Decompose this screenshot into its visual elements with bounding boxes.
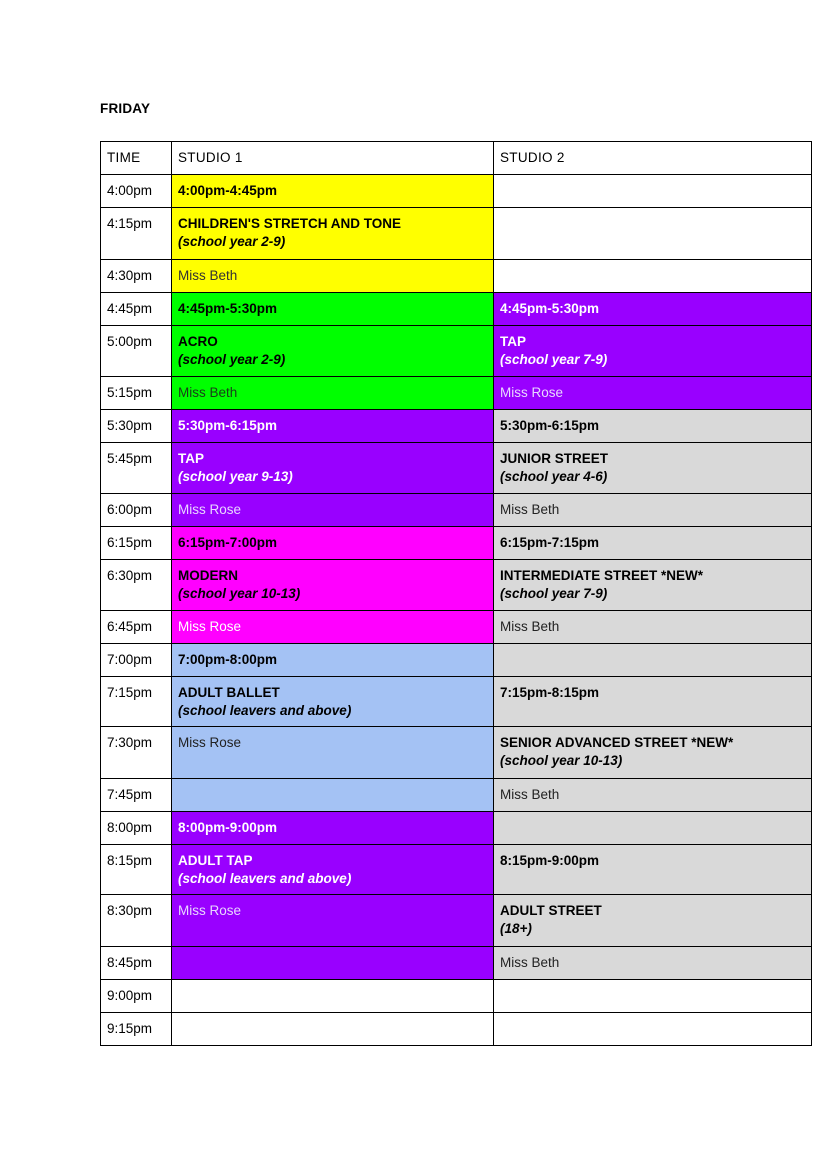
class-years: (school year 2-9) (178, 351, 286, 367)
class-teacher-cell (494, 494, 812, 527)
class-teacher-cell (494, 947, 812, 980)
class-teacher-cell (494, 779, 812, 812)
table-row (101, 377, 812, 410)
class-years: (school year 10-13) (500, 752, 623, 768)
header-time: TIME (101, 142, 172, 175)
class-years: (school leavers and above) (178, 870, 352, 886)
time-cell: 5:00pm (101, 326, 172, 377)
time-cell: 7:00pm (101, 644, 172, 677)
table-row (101, 947, 812, 980)
table-row (101, 208, 812, 260)
empty-cell (494, 644, 812, 677)
table-row (101, 779, 812, 812)
table-row (101, 443, 812, 494)
class-teacher-cell (172, 494, 494, 527)
table-row (101, 812, 812, 845)
class-time-range: 7:15pm-8:15pm (494, 677, 812, 727)
class-name: MODERN (178, 568, 238, 583)
class-teacher: Miss Rose (178, 619, 242, 634)
table-row (101, 560, 812, 611)
class-time-range: 4:00pm-4:45pm (172, 175, 494, 208)
empty-cell (494, 260, 812, 293)
time-cell: 6:15pm (101, 527, 172, 560)
header-studio-1: STUDIO 1 (172, 142, 494, 175)
class-time-range: 5:30pm-6:15pm (172, 410, 494, 443)
class-info (494, 326, 812, 377)
table-row (101, 494, 812, 527)
class-time-range: 4:45pm-5:30pm (494, 293, 812, 326)
class-info (494, 443, 812, 494)
time-cell: 5:45pm (101, 443, 172, 494)
class-info (172, 208, 494, 260)
class-time-range: 7:00pm-8:00pm (172, 644, 494, 677)
class-years: (school year 10-13) (178, 585, 301, 601)
time-cell: 4:30pm (101, 260, 172, 293)
time-cell: 4:45pm (101, 293, 172, 326)
empty-cell (494, 812, 812, 845)
table-row (101, 326, 812, 377)
class-time-range: 8:00pm-9:00pm (172, 812, 494, 845)
class-name: ADULT STREET (500, 903, 602, 918)
class-teacher-cell (172, 377, 494, 410)
table-row (101, 175, 812, 208)
class-years: (school year 7-9) (500, 351, 608, 367)
class-teacher: Miss Beth (178, 268, 238, 283)
class-teacher: Miss Beth (178, 385, 238, 400)
class-time-range: 6:15pm-7:15pm (494, 527, 812, 560)
time-cell: 7:30pm (101, 727, 172, 779)
class-time-range: 5:30pm-6:15pm (494, 410, 812, 443)
empty-cell (172, 947, 494, 980)
class-years: (school year 2-9) (178, 233, 286, 249)
page-title: FRIDAY (100, 101, 151, 116)
time-cell: 6:45pm (101, 611, 172, 644)
empty-cell (494, 1013, 812, 1046)
class-info (172, 845, 494, 895)
timetable (100, 141, 812, 1046)
class-info (494, 895, 812, 947)
header-studio-2: STUDIO 2 (494, 142, 812, 175)
class-info (172, 326, 494, 377)
time-cell: 8:45pm (101, 947, 172, 980)
class-name: ADULT BALLET (178, 685, 280, 700)
time-cell: 9:00pm (101, 980, 172, 1013)
table-row (101, 727, 812, 779)
table-row (101, 293, 812, 326)
class-years: (school year 4-6) (500, 468, 608, 484)
table-row (101, 1013, 812, 1046)
class-teacher-cell (494, 611, 812, 644)
class-name: ACRO (178, 334, 218, 349)
class-years: (18+) (500, 920, 532, 936)
table-row (101, 410, 812, 443)
class-teacher: Miss Beth (500, 955, 560, 970)
time-cell: 8:00pm (101, 812, 172, 845)
class-teacher-cell (172, 260, 494, 293)
class-info (172, 560, 494, 611)
class-name: TAP (500, 334, 526, 349)
time-cell: 7:15pm (101, 677, 172, 727)
time-cell: 9:15pm (101, 1013, 172, 1046)
class-info (172, 443, 494, 494)
class-info (494, 560, 812, 611)
class-name: SENIOR ADVANCED STREET *NEW* (500, 735, 734, 750)
class-name: TAP (178, 451, 204, 466)
table-row (101, 845, 812, 895)
class-years: (school year 7-9) (500, 585, 608, 601)
empty-cell (172, 779, 494, 812)
class-name: ADULT TAP (178, 853, 253, 868)
class-info (494, 727, 812, 779)
table-row (101, 611, 812, 644)
time-cell: 4:00pm (101, 175, 172, 208)
empty-cell (172, 1013, 494, 1046)
empty-cell (494, 980, 812, 1013)
class-teacher: Miss Rose (178, 735, 242, 750)
empty-cell (494, 208, 812, 260)
time-cell: 6:00pm (101, 494, 172, 527)
class-teacher-cell (172, 895, 494, 947)
empty-cell (172, 980, 494, 1013)
table-header-row (101, 142, 812, 175)
time-cell: 8:30pm (101, 895, 172, 947)
table-row (101, 980, 812, 1013)
class-name: CHILDREN'S STRETCH AND TONE (178, 216, 401, 231)
class-teacher-cell (494, 377, 812, 410)
table-row (101, 677, 812, 727)
class-teacher: Miss Beth (500, 787, 560, 802)
table-row (101, 644, 812, 677)
class-time-range: 8:15pm-9:00pm (494, 845, 812, 895)
class-teacher-cell (172, 727, 494, 779)
time-cell: 7:45pm (101, 779, 172, 812)
time-cell: 5:30pm (101, 410, 172, 443)
class-teacher: Miss Beth (500, 502, 560, 517)
class-years: (school year 9-13) (178, 468, 293, 484)
class-years: (school leavers and above) (178, 702, 352, 718)
class-time-range: 4:45pm-5:30pm (172, 293, 494, 326)
class-teacher-cell (172, 611, 494, 644)
table-row (101, 260, 812, 293)
empty-cell (494, 175, 812, 208)
class-teacher: Miss Beth (500, 619, 560, 634)
class-info (172, 677, 494, 727)
class-teacher: Miss Rose (500, 385, 564, 400)
class-name: JUNIOR STREET (500, 451, 609, 466)
time-cell: 6:30pm (101, 560, 172, 611)
class-name: INTERMEDIATE STREET *NEW* (500, 568, 704, 583)
time-cell: 5:15pm (101, 377, 172, 410)
class-time-range: 6:15pm-7:00pm (172, 527, 494, 560)
table-row (101, 895, 812, 947)
table-row (101, 527, 812, 560)
class-teacher: Miss Rose (178, 502, 242, 517)
time-cell: 4:15pm (101, 208, 172, 260)
class-teacher: Miss Rose (178, 903, 242, 918)
time-cell: 8:15pm (101, 845, 172, 895)
